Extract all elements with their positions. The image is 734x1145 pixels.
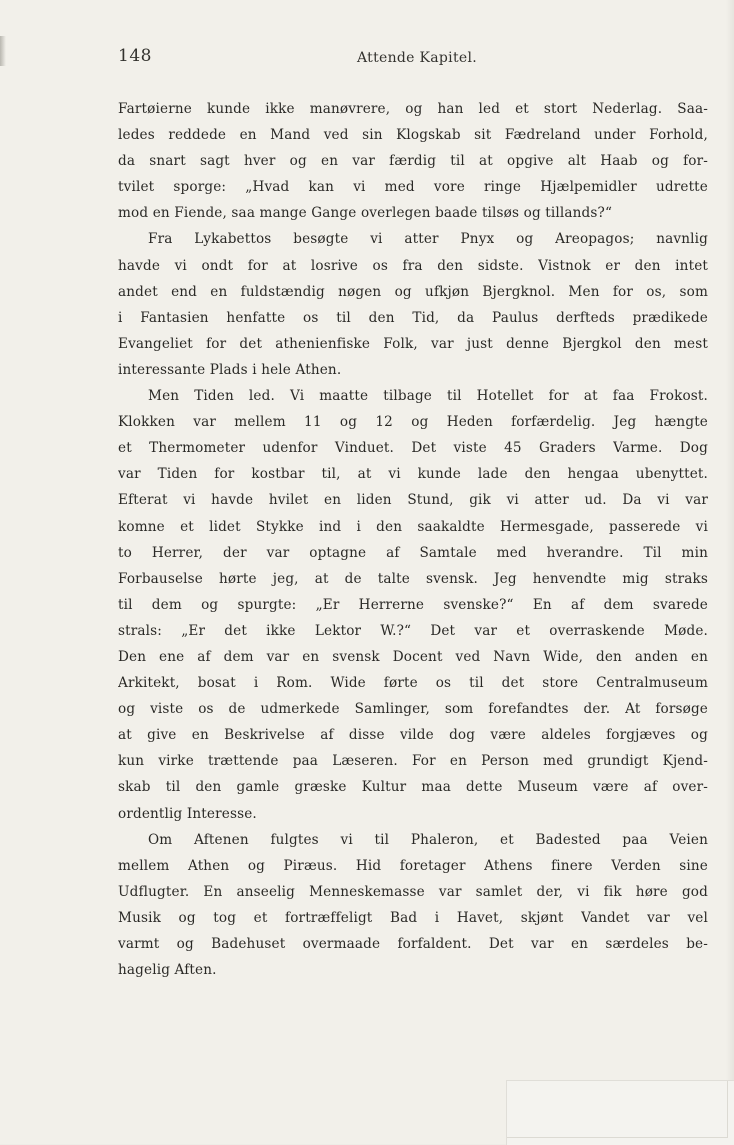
text-line: var Tiden for kostbar til, at vi kunde lade den hengaa ubenyttet. <box>118 466 708 483</box>
text-line: i Fantasien henfatte os til den Tid, da Paulus derfteds prædikede <box>118 309 708 326</box>
scan-corner-frame <box>506 1080 734 1145</box>
text-line: Evangeliet for det athenienfiske Folk, var just denne Bjergkol den mest <box>118 335 708 352</box>
text-line: og viste os de udmerkede Samlinger, som forefandtes der. At forsøge <box>118 701 708 718</box>
text-line: da snart sagt hver og en var færdig til at opgive alt Haab og for- <box>118 153 708 170</box>
paragraph-first-line: Fra Lykabettos besøgte vi atter Pnyx og Areopagos; navnlig <box>148 231 708 248</box>
text-line: mellem Athen og Piræus. Hid foretager Athens finere Verden sine <box>118 857 708 874</box>
page-edge-shadow <box>726 0 734 1144</box>
text-line: Efterat vi havde hvilet en liden Stund, gik vi atter ud. Da vi var <box>118 492 708 509</box>
text-line: andet end en fuldstændig nøgen og ufkjøn Bjergknol. Men for os, som <box>118 283 708 300</box>
text-line: Klokken var mellem 11 og 12 og Heden forfærdelig. Jeg hængte <box>118 414 708 431</box>
text-line: Fartøierne kunde ikke manøvrere, og han led et stort Nederlag. Saa- <box>118 101 708 117</box>
text-line: komne et lidet Stykke ind i den saakaldte Hermesgade, passerede vi <box>118 518 708 535</box>
paragraph-first-line: Men Tiden led. Vi maatte tilbage til Hotellet for at faa Frokost. <box>148 388 708 405</box>
text-line: kun virke trættende paa Læseren. For en Person med grundigt Kjend- <box>118 753 708 770</box>
text-line: to Herrer, der var optagne af Samtale med hverandre. Til min <box>118 544 708 561</box>
text-line: interessante Plads i hele Athen. <box>118 361 342 378</box>
text-line: strals: „Er det ikke Lektor W.?“ Det var et overraskende Møde. <box>118 622 708 639</box>
running-head: Attende Kapitel. <box>357 50 477 66</box>
text-line: ordentlig Interesse. <box>118 805 257 822</box>
paragraph-first-line: Om Aftenen fulgtes vi til Phaleron, et Badested paa Veien <box>148 831 708 848</box>
text-line: hagelig Aften. <box>118 962 217 979</box>
text-line: Udflugter. En anseelig Menneskemasse var samlet der, vi fik høre god <box>118 883 708 900</box>
text-line: et Thermometer udenfor Vinduet. Det viste 45 Graders Varme. Dog <box>118 440 708 457</box>
text-line: mod en Fiende, saa mange Gange overlegen baade tilsøs og tillands?“ <box>118 205 613 222</box>
scan-corner-inner <box>507 1081 728 1138</box>
text-line: havde vi ondt for at losrive os fra den sidste. Vistnok er den intet <box>118 257 708 274</box>
text-line: til dem og spurgte: „Er Herrerne svenske?“ En af dem svarede <box>118 596 708 613</box>
text-line: ledes reddede en Mand ved sin Klogskab sit Fædreland under Forhold, <box>118 127 708 144</box>
text-line: skab til den gamle græske Kultur maa dette Museum være af over- <box>118 779 708 796</box>
text-line: varmt og Badehuset overmaade forfaldent. Det var en særdeles be- <box>118 936 708 952</box>
text-line: Musik og tog et fortræffeligt Bad i Havet, skjønt Vandet var vel <box>118 909 708 926</box>
binding-gutter <box>0 36 6 66</box>
body-text <box>118 96 708 983</box>
text-line: at give en Beskrivelse af disse vilde dog være aldeles forgjæves og <box>118 727 708 744</box>
text-line: Forbauselse hørte jeg, at de talte svensk. Jeg henvendte mig straks <box>118 570 708 587</box>
page-number: 148 <box>118 46 152 66</box>
text-line: tvilet sporge: „Hvad kan vi med vore ringe Hjælpemidler udrette <box>118 179 708 196</box>
text-line: Arkitekt, bosat i Rom. Wide førte os til det store Centralmuseum <box>118 675 708 692</box>
text-line: Den ene af dem var en svensk Docent ved Navn Wide, den anden en <box>118 648 708 665</box>
